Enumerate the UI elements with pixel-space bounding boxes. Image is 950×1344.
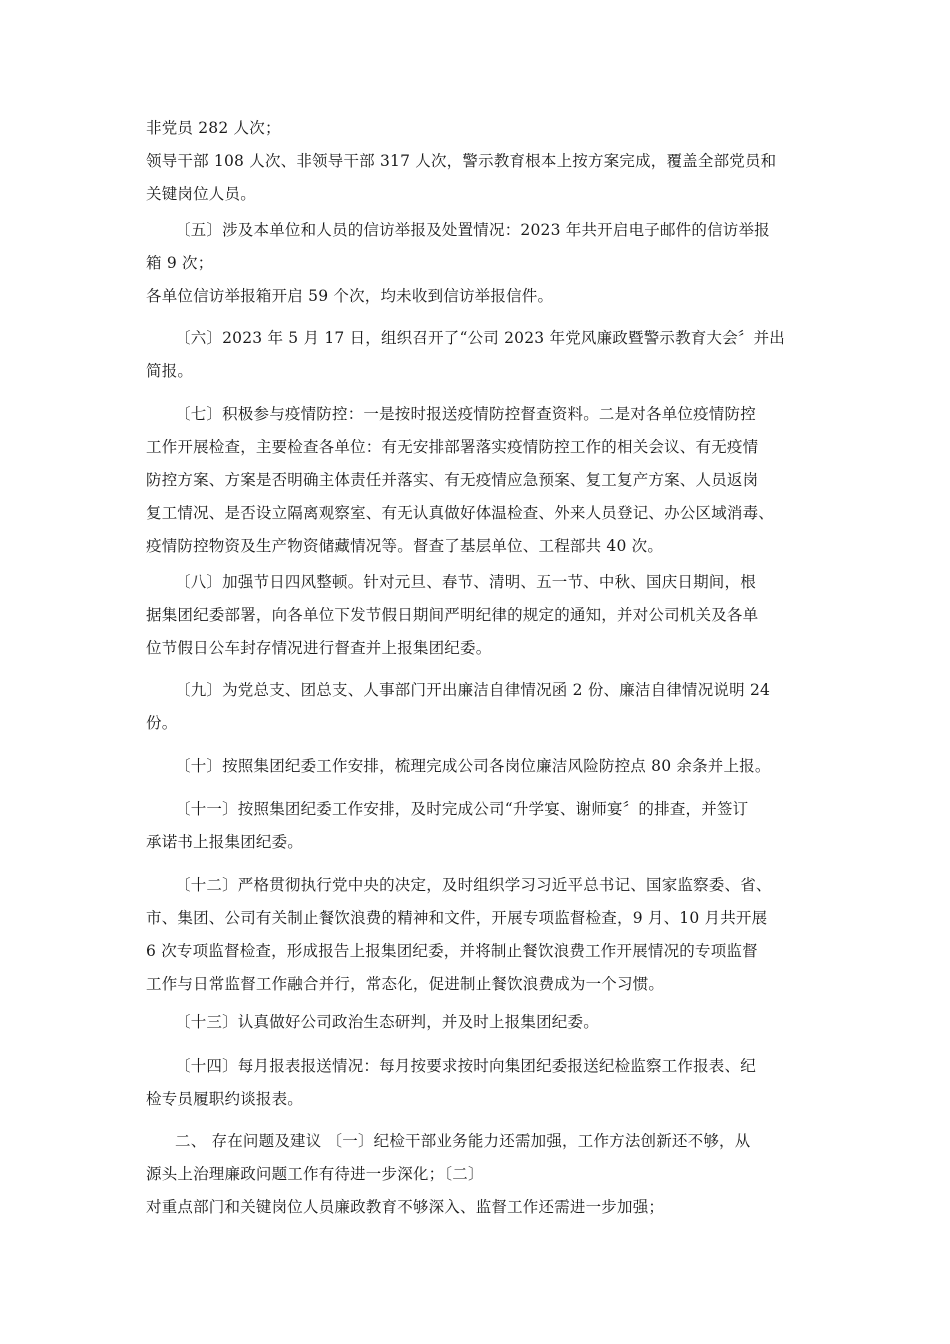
- text-line: 据集团纪委部署，向各单位下发节假日期间严明纪律的规定的通知，并对公司机关及各单: [146, 606, 759, 624]
- item-12-paragraph: [146, 869, 814, 1001]
- text-line: 〔五〕涉及本单位和人员的信访举报及处置情况：2023 年共开启电子邮件的信访举报: [175, 221, 770, 239]
- text-line: 对重点部门和关键岗位人员廉政教育不够深入、监督工作还需进一步加强；: [146, 1198, 665, 1216]
- item-9-paragraph: [146, 674, 814, 740]
- text-line: 工作开展检查，主要检查各单位：有无安排部署落实疫情防控工作的相关会议、有无疫情: [146, 438, 759, 456]
- text-line: 领导干部 108 人次、非领导干部 317 人次，警示教育根本上按方案完成，覆盖全部党员和: [146, 152, 777, 170]
- intro-paragraph: [146, 112, 814, 211]
- item-11-paragraph: [146, 793, 814, 859]
- text-line: 二、 存在问题及建议 〔一〕纪检干部业务能力还需加强，工作方法创新还不够，从: [175, 1132, 751, 1150]
- text-line: 箱 9 次；: [146, 254, 214, 272]
- text-line: 复工情况、是否设立隔离观察室、有无认真做好体温检查、外来人员登记、办公区域消毒、: [146, 504, 775, 522]
- text-line: 〔八〕加强节日四风整顿。针对元旦、春节、清明、五一节、中秋、国庆日期间，根: [175, 573, 756, 591]
- item-8-paragraph: [146, 566, 814, 665]
- text-line: 〔十三〕认真做好公司政治生态研判，并及时上报集团纪委。: [175, 1013, 599, 1031]
- item-5-paragraph: [146, 214, 814, 313]
- item-10-paragraph: [146, 750, 814, 783]
- section-two-paragraph: [146, 1125, 814, 1224]
- item-13-paragraph: [146, 1006, 814, 1039]
- text-line: 非党员 282 人次；: [146, 119, 281, 137]
- item-14-paragraph: [146, 1050, 814, 1116]
- text-line: 〔十〕按照集团纪委工作安排，梳理完成公司各岗位廉洁风险防控点 80 余条并上报。: [175, 757, 771, 775]
- text-line: 各单位信访举报箱开启 59 个次，均未收到信访举报信件。: [146, 287, 554, 305]
- text-line: 〔十二〕严格贯彻执行党中央的决定，及时组织学习习近平总书记、国家监察委、省、: [175, 876, 772, 894]
- text-line: 位节假日公车封存情况进行督查并上报集团纪委。: [146, 639, 492, 657]
- text-line: 简报。: [146, 362, 194, 380]
- item-7-paragraph: [146, 398, 814, 563]
- text-line: 工作与日常监督工作融合并行，常态化，促进制止餐饮浪费成为一个习惯。: [146, 975, 665, 993]
- text-line: 防控方案、方案是否明确主体责任并落实、有无疫情应急预案、复工复产方案、人员返岗: [146, 471, 759, 489]
- text-line: 〔六〕2023 年 5 月 17 日，组织召开了“公司 2023 年党风廉政暨警示教育大会〞并出: [175, 329, 785, 347]
- text-line: 关键岗位人员。: [146, 185, 256, 203]
- text-line: 份。: [146, 714, 178, 732]
- text-line: 〔十四〕每月报表报送情况：每月按要求按时向集团纪委报送纪检监察工作报表、纪: [175, 1057, 756, 1075]
- text-line: 检专员履职约谈报表。: [146, 1090, 304, 1108]
- text-line: 6 次专项监督检查，形成报告上报集团纪委，并将制止餐饮浪费工作开展情况的专项监督: [146, 942, 758, 960]
- text-line: 〔九〕为党总支、团总支、人事部门开出廉洁自律情况函 2 份、廉洁自律情况说明 24: [175, 681, 771, 699]
- text-line: 源头上治理廉政问题工作有待进一步深化；〔二〕: [146, 1165, 484, 1183]
- text-line: 疫情防控物资及生产物资储藏情况等。督查了基层单位、工程部共 40 次。: [146, 537, 664, 555]
- text-line: 〔十一〕按照集团纪委工作安排，及时完成公司“升学宴、谢师宴〞的排查，并签订: [175, 800, 749, 818]
- text-line: 承诺书上报集团纪委。: [146, 833, 304, 851]
- text-line: 〔七〕积极参与疫情防控：一是按时报送疫情防控督查资料。二是对各单位疫情防控: [175, 405, 756, 423]
- text-line: 市、集团、公司有关制止餐饮浪费的精神和文件，开展专项监督检查，9 月、10 月共开展: [146, 909, 768, 927]
- item-6-paragraph: [146, 322, 814, 388]
